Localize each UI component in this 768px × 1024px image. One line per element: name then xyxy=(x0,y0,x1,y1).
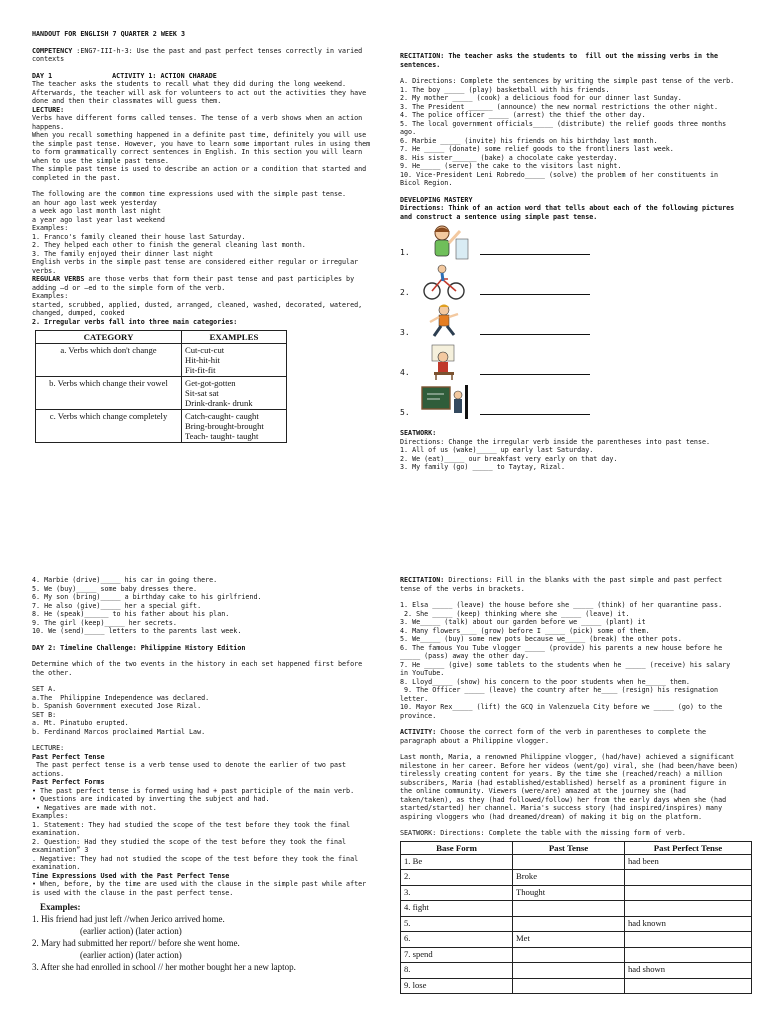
table-cell[interactable]: Broke xyxy=(513,870,625,886)
exercise-item: 10. Mayor Rex_____ (lift) the GCQ in Valenzuela City before we _____ (go) to the province. xyxy=(400,703,727,720)
table-row xyxy=(401,916,752,932)
woman-waving-icon xyxy=(414,223,474,261)
seatwork-item: 6. My son (bring)_____ a birthday cake to his girlfriend. xyxy=(32,593,262,601)
seatwork-item: 3. My family (go) _____ to Taytay, Rizal. xyxy=(400,463,566,471)
category-cell: b. Verbs which change their vowel xyxy=(36,377,182,410)
recitation-instruction xyxy=(400,576,740,593)
directions-a: A. Directions: Complete the sentences by writing the simple past tense of the verb. xyxy=(400,77,735,85)
seatwork-directions: Directions: Change the irregular verb inside the parentheses into past tense. xyxy=(400,437,711,446)
exercise-item: 4. Many flowers____ (grow) before I _____ (pick) some of them. xyxy=(400,626,650,635)
table-row xyxy=(401,870,752,886)
table-cell[interactable] xyxy=(513,901,625,917)
table-row xyxy=(401,963,752,979)
examples-cell xyxy=(182,410,287,443)
picture-number: 2. xyxy=(400,287,410,297)
activity-instruction xyxy=(400,728,740,745)
lecture-label: LECTURE: xyxy=(32,105,65,114)
set-line: b. Spanish Government executed Jose Rizal. xyxy=(32,702,202,710)
example-verb: Fit-fit-fit xyxy=(185,365,216,375)
time-expression-row: a year ago last year last weekend xyxy=(32,215,165,224)
exercise-item: 7. He _____ (give) some tablets to the students when he _____ (receive) his salary in YouTube. xyxy=(400,660,735,677)
table-header-cell: Base Form xyxy=(401,841,513,854)
irregular-verbs-heading: 2. Irregular verbs fall into three main categories: xyxy=(32,317,238,326)
page3-column xyxy=(32,576,372,973)
table-row xyxy=(401,947,752,963)
lecture-paragraph-3: The simple past tense is used to describe an action or a condition that started and completed in the past. xyxy=(32,165,371,182)
page4-column xyxy=(400,576,743,994)
category-cell: c. Verbs which change completely xyxy=(36,410,182,443)
examples-label: Examples: xyxy=(32,224,69,232)
examples-label: Examples: xyxy=(32,812,69,820)
recitation-label: RECITATION: xyxy=(400,52,445,60)
set-line: SET A. xyxy=(32,685,57,693)
handout-header: HANDOUT FOR ENGLISH 7 QUARTER 2 WEEK 3 xyxy=(32,30,185,38)
handout-page-1 xyxy=(0,0,384,512)
seatwork-item: 8. He (speak)______ to his father about his plan. xyxy=(32,610,230,618)
boy-running-icon xyxy=(414,303,474,341)
exercise-item: 2. My mother _____ (cook) a delicious food for our dinner last Sunday. xyxy=(400,94,682,102)
table-cell[interactable] xyxy=(625,901,752,917)
table-cell[interactable]: Thought xyxy=(513,885,625,901)
serif-example-annotation: (earlier action) (later action) xyxy=(80,950,182,960)
exercise-item: 10. Vice-President Leni Robredo_____ (solve) the problem of her constituents in Bicol Region. xyxy=(400,170,723,187)
exercise-item: 8. His sister______ (bake) a chocolate cake yesterday. xyxy=(400,153,618,162)
example-verb: Get-got-gotten xyxy=(185,378,236,388)
picture-item xyxy=(400,381,740,421)
day1-title xyxy=(32,72,372,81)
lecture-paragraph-2: When you recall something happened in a definite past time, definitely you will use the simple past tense. However, you have to learn some important rules in using them to form grammatically correct sentences in English. In this section you will learn when to use the simple past tense. xyxy=(32,131,375,165)
table-cell[interactable]: 3. xyxy=(401,885,513,901)
verb-forms-table xyxy=(400,841,752,995)
table-cell[interactable]: Met xyxy=(513,932,625,948)
table-cell[interactable] xyxy=(625,947,752,963)
table-row xyxy=(401,885,752,901)
example-verb: Teach- taught- taught xyxy=(185,431,259,441)
table-cell[interactable]: had been xyxy=(625,854,752,870)
table-cell[interactable]: 5. xyxy=(401,916,513,932)
time-expressions-rule: • When, before, by the time are used with the clause in the simple past while after is used with the clause in the past perfect tense. xyxy=(32,880,371,897)
table-row xyxy=(36,377,287,410)
picture-number: 5. xyxy=(400,407,410,417)
table-cell[interactable]: 9. lose xyxy=(401,978,513,994)
day2-directions: Determine which of the two events in the history in each set happened first before the other. xyxy=(32,660,367,677)
table-cell[interactable]: 6. xyxy=(401,932,513,948)
recitation-instruction xyxy=(400,52,740,69)
example-verb: Bring-brought-brought xyxy=(185,421,264,431)
table-cell[interactable]: had known xyxy=(625,916,752,932)
category-cell: a. Verbs which don't change xyxy=(36,344,182,377)
table-header-cell: Past Tense xyxy=(513,841,625,854)
table-row xyxy=(36,344,287,377)
day1-label: DAY 1 xyxy=(32,71,53,80)
exercise-item: 9. The Officer _____ (leave) the country after he____ (resign) his resignation letter. xyxy=(400,686,723,703)
time-expression-row: a week ago last month last night xyxy=(32,207,161,215)
table-row xyxy=(401,901,752,917)
seatwork-label: SEATWORK: xyxy=(400,429,437,437)
time-expressions-label: Time Expressions Used with the Past Perfect Tense xyxy=(32,871,230,880)
seatwork-item: 5. We (buy)_____ some baby dresses there. xyxy=(32,584,198,593)
exercise-item: 3. The President ______ (announce) the new normal restrictions the other night. xyxy=(400,102,719,111)
irregular-verbs-table xyxy=(35,330,287,443)
table-cell[interactable]: 2. xyxy=(401,870,513,886)
english-verbs-note: English verbs in the simple past tense are considered either regular or irregular verbs. xyxy=(32,258,363,275)
table-cell[interactable] xyxy=(513,947,625,963)
example-verb: Catch-caught- caught xyxy=(185,411,259,421)
seatwork-item: 7. He also (give)_____ her a special gift. xyxy=(32,601,202,610)
time-expression-row: an hour ago last week yesterday xyxy=(32,198,157,207)
past-perfect-label: Past Perfect Tense xyxy=(32,752,105,761)
recitation-text: Directions: Fill in the blanks with the past simple and past perfect tense of the verbs in brackets. xyxy=(400,576,727,593)
exercise-item: 5. We_____ (buy) some new pots because we_____ (break) the other pots. xyxy=(400,635,682,643)
table-cell[interactable] xyxy=(513,963,625,979)
table-row xyxy=(36,410,287,443)
exercise-item: 2. She _____ (keep) thinking where she _____ (leave) it. xyxy=(400,609,630,618)
table-row xyxy=(401,932,752,948)
picture-item xyxy=(400,261,740,301)
table-header-row xyxy=(36,331,287,344)
seatwork-item: 4. Marbie (drive)_____ his car in going there. xyxy=(32,576,218,584)
developing-mastery-directions: Directions: Think of an action word that tells about each of the following pictures and construct a sentence using simple past tense. xyxy=(400,204,739,221)
picture-number: 4. xyxy=(400,367,410,377)
handout-page-3 xyxy=(0,512,384,1024)
table-row xyxy=(401,854,752,870)
example-item: 2. They helped each other to finish the general cleaning last month. xyxy=(32,241,306,249)
competency xyxy=(32,47,372,64)
table-cell[interactable] xyxy=(625,870,752,886)
lecture-label: LECTURE: xyxy=(32,744,65,752)
exercise-item: 6. The famous You Tube vlogger _____ (provide) his parents a new house before he _____ (pass) away the other day. xyxy=(400,643,727,660)
table-cell[interactable] xyxy=(513,978,625,994)
table-row xyxy=(401,978,752,994)
page1-column xyxy=(32,30,375,443)
table-cell[interactable] xyxy=(625,885,752,901)
table-cell[interactable]: had shown xyxy=(625,963,752,979)
regular-verbs-definition xyxy=(32,275,372,292)
intro-text: The teacher asks the students to recall what they did during the long weekend. Afterwards, the teacher will ask for volunteers to act out the activities they have done and then their classmates will guess them. xyxy=(32,80,371,105)
table-cell[interactable] xyxy=(625,932,752,948)
form-rule: • The past perfect tense is formed using had + past participle of the main verb. xyxy=(32,786,355,795)
example-item: 3. The family enjoyed their dinner last night xyxy=(32,249,214,258)
time-expressions-intro: The following are the common time expressions used with the simple past tense. xyxy=(32,190,347,198)
table-header-cell: Past Perfect Tense xyxy=(625,841,752,854)
picture-item xyxy=(400,301,740,341)
table-cell[interactable] xyxy=(513,916,625,932)
example-item: 1. Franco's family cleaned their house last Saturday. xyxy=(32,232,246,241)
exercise-item: 6. Marbie _____ (invite) his friends on his birthday last month. xyxy=(400,136,658,145)
table-header-cell: EXAMPLES xyxy=(182,331,287,344)
form-rule: • Questions are indicated by inverting the subject and had. xyxy=(32,795,270,803)
table-header-row xyxy=(401,841,752,854)
serif-example-line: 1. His friend had just left //when Jerico arrived home. xyxy=(32,914,225,924)
teacher-board-icon xyxy=(414,383,474,421)
answer-line[interactable] xyxy=(480,374,590,375)
exercise-item: 4. The police officer _____ (arrest) the thief the other day. xyxy=(400,111,646,119)
exercise-item: 1. The boy _____ (play) basketball with his friends. xyxy=(400,85,610,94)
recitation-label: RECITATION: xyxy=(400,576,445,584)
exercise-item: 8. Lloyd_____ (show) his concern to the poor students when he_____ them. xyxy=(400,677,690,686)
vlogger-paragraph: Last month, Maria, a renowned Philippine vlogger, (had/have) achieved a significant milestone in her career. Before her videos (went/go) viral, she (had been/have been) tirelessly creating content for years. By the time she (reached/reach) a million subscribers, Maria (had established/established) herself as a prominent figure in the online community. Viewers (were/are) amazed at the journey she (had taken/taken), as they (had followed/follow) her from the early days when she (had started/started) her channel. Maria's success story (had inspired/inspires) many aspiring vloggers who (had dreamed/dream) of making it big on the platform. xyxy=(400,753,743,821)
table-cell[interactable]: 7. spend xyxy=(401,947,513,963)
set-line: a. Mt. Pinatubo erupted. xyxy=(32,719,129,727)
competency-label: COMPETENCY xyxy=(32,46,73,55)
examples-cell xyxy=(182,344,287,377)
form-rule: • Negatives are made with not. xyxy=(32,803,157,812)
seatwork-item: 1. All of us (wake)_____ up early last Saturday. xyxy=(400,446,594,454)
page2-column xyxy=(400,52,740,472)
answer-line[interactable] xyxy=(480,334,590,335)
recitation-text: The teacher asks the students to fill out the missing verbs in the sentences. xyxy=(400,52,723,69)
picture-item xyxy=(400,341,740,381)
seatwork-item: 2. We (eat)_____ our breakfast very early on that day. xyxy=(400,454,618,463)
example-item: . Negative: They had not studied the scope of the test before they took the final examination. xyxy=(32,854,363,871)
activity-text: Choose the correct form of the verb in parentheses to complete the paragraph about a Philippine vlogger. xyxy=(400,728,711,745)
table-cell[interactable] xyxy=(513,854,625,870)
serif-examples xyxy=(32,901,372,973)
lecture-paragraph-1: Verbs have different forms called tenses. The tense of a verb shows when an action happens. xyxy=(32,114,367,131)
picture-number: 1. xyxy=(400,247,410,257)
regular-verbs-text: are those verbs that form their past tense and past participles by adding –d or –ed to the simple form of the verb. xyxy=(32,275,359,292)
serif-example-annotation: (earlier action) (later action) xyxy=(80,926,182,936)
example-item: 1. Statement: They had studied the scope of the test before they took the final examination. xyxy=(32,820,355,837)
table-cell[interactable]: 1. Be xyxy=(401,854,513,870)
table-header-cell: CATEGORY xyxy=(36,331,182,344)
table-cell[interactable]: 4. fight xyxy=(401,901,513,917)
seatwork-directions: SEATWORK: Directions: Complete the table with the missing form of verb. xyxy=(400,829,686,837)
example-verb: Drink-drank- drunk xyxy=(185,398,253,408)
regular-verb-examples: started, scrubbed, applied, dusted, arranged, cleaned, washed, decorated, watered, changed, dumped, cooked xyxy=(32,300,367,317)
past-perfect-forms-label: Past Perfect Forms xyxy=(32,778,105,786)
table-cell[interactable]: 8. xyxy=(401,963,513,979)
table-cell[interactable] xyxy=(625,978,752,994)
set-line: b. Ferdinand Marcos proclaimed Martial Law. xyxy=(32,727,206,736)
developing-mastery-label: DEVELOPING MASTERY xyxy=(400,195,473,204)
seatwork-item: 10. We (send)_____ letters to the parents last week. xyxy=(32,627,242,635)
boy-sitting-icon xyxy=(414,343,474,381)
examples-label-2: Examples: xyxy=(32,292,69,300)
example-verb: Hit-hit-hit xyxy=(185,355,220,365)
answer-line[interactable] xyxy=(480,414,590,415)
serif-example-line: 2. Mary had submitted her report// before she went home. xyxy=(32,938,240,948)
exercise-item: 1. Elsa _____ (leave) the house before she _____ (think) of her quarantine pass. xyxy=(400,601,723,609)
examples-cell xyxy=(182,377,287,410)
activity1-label: ACTIVITY 1: ACTION CHARADE xyxy=(112,71,217,80)
set-line: a.The Philippine Independence was declared. xyxy=(32,693,210,702)
handout-page-2 xyxy=(384,0,768,512)
exercise-item: 3. We_____ (talk) about our garden before we _____ (plant) it xyxy=(400,618,646,626)
exercise-item: 9. He_____ (serve) the cake to the visitors last night. xyxy=(400,162,622,170)
seatwork-item: 9. The girl (keep)_____ her secrets. xyxy=(32,618,177,627)
competency-text: :ENG7-III-h-3: Use the past and past perfect tenses correctly in varied contexts xyxy=(32,46,367,63)
activity-label: ACTIVITY: xyxy=(400,728,437,736)
serif-example-line: 3. After she had enrolled in school // her mother bought her a new laptop. xyxy=(32,962,296,972)
answer-line[interactable] xyxy=(480,294,590,295)
example-verb: Cut-cut-cut xyxy=(185,345,225,355)
example-verb: Sit-sat sat xyxy=(185,388,219,398)
regular-verbs-label: REGULAR VERBS xyxy=(32,275,85,283)
answer-line[interactable] xyxy=(480,254,590,255)
cyclist-icon xyxy=(414,263,474,301)
exercise-item: 5. The local government officials_____ (distribute) the relief goods three months ago. xyxy=(400,119,731,136)
exercise-item: 7. He _____ (donate) some relief goods to the frontliners last week. xyxy=(400,145,674,153)
past-perfect-definition: The past perfect tense is a verb tense used to denote the earlier of two past actions. xyxy=(32,761,351,778)
handout-page-4 xyxy=(384,512,768,1024)
picture-number: 3. xyxy=(400,327,410,337)
example-item: 2. Question: Had they studied the scope of the test before they took the final examination” 3 xyxy=(32,837,351,854)
picture-item xyxy=(400,221,740,261)
serif-examples-heading: Examples: xyxy=(40,902,81,912)
day2-title: DAY 2: Timeline Challenge: Philippine History Edition xyxy=(32,643,246,652)
set-line: SET B: xyxy=(32,710,57,719)
